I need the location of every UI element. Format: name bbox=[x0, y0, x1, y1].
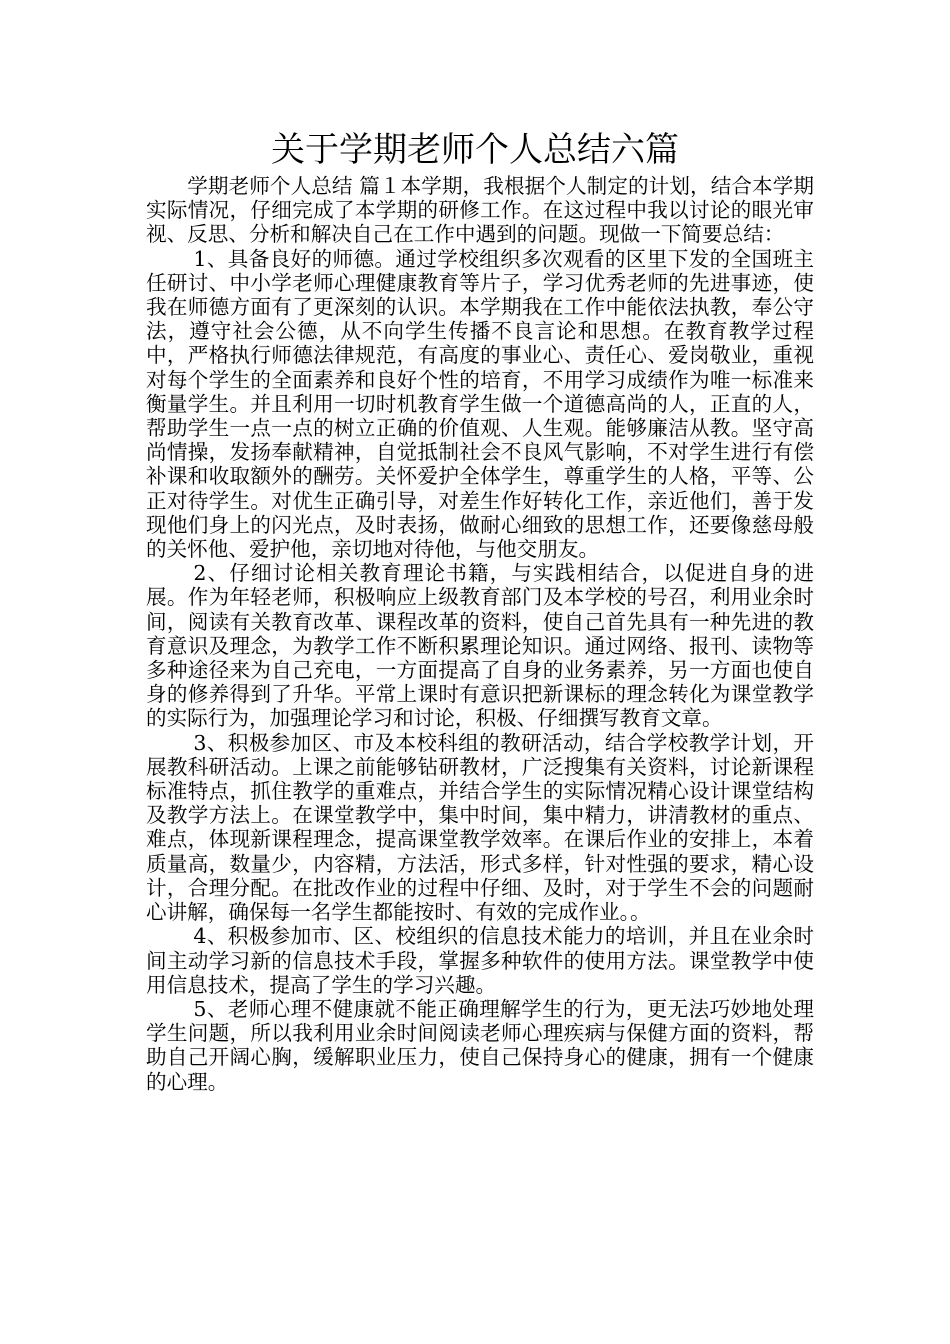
paragraph-1: 1、具备良好的师德。通过学校组织多次观看的区里下发的全国班主任研讨、中小学老师心理健康教育等片子，学习优秀老师的先进事迹，使我在师德方面有了更深刻的认识。本学期我在工作中能依法执教，奉公守法，遵守社会公德，从不向学生传播不良言论和思想。在教育教学过程中，严格执行师德法律规范，有高度的事业心、责任心、爱岗敬业，重视对每个学生的全面素养和良好个性的培育，不用学习成绩作为唯一标准来衡量学生。并且利用一切时机教育学生做一个道德高尚的人，正直的人，帮助学生一点一点的树立正确的价值观、人生观。能够廉洁从教。坚守高尚情操，发扬奉献精神，自觉抵制社会不良风气影响，不对学生进行有偿补课和收取额外的酬劳。关怀爱护全体学生，尊重学生的人格，平等、公正对待学生。对优生正确引导，对差生作好转化工作，亲近他们，善于发现他们身上的闪光点，及时表扬，做耐心细致的思想工作，还要像慈母般的关怀他、爱护他，亲切地对待他，与他交朋友。 bbox=[146, 246, 814, 562]
paragraph-3: 3、积极参加区、市及本校科组的教研活动，结合学校教学计划，开展教科研活动。上课之前能够钻研教材，广泛搜集有关资料，讨论新课程标准特点，抓住教学的重难点，并结合学生的实际情况精心设计课堂结构及教学方法上。在课堂教学中，集中时间，集中精力，讲清教材的重点、难点，体现新课程理念，提高课堂教学效率。在课后作业的安排上，本着质量高，数量少，内容精，方法活，形式多样，针对性强的要求，精心设计，合理分配。在批改作业的过程中仔细、及时，对于学生不会的问题耐心讲解，确保每一名学生都能按时、有效的完成作业。。 bbox=[146, 730, 814, 925]
document-title: 关于学期老师个人总结六篇 bbox=[271, 130, 679, 170]
paragraph-4: 4、积极参加市、区、校组织的信息技术能力的培训，并且在业余时间主动学习新的信息技术手段，掌握多种软件的使用方法。课堂教学中使用信息技术，提高了学生的学习兴趣。 bbox=[146, 924, 814, 997]
paragraph-2: 2、仔细讨论相关教育理论书籍，与实践相结合，以促进自身的进展。作为年轻老师，积极响应上级教育部门及本学校的号召，利用业余时间，阅读有关教育改革、课程改革的资料，使自己首先具有一种先进的教育意识及理念，为教学工作不断积累理论知识。通过网络、报刊、读物等多种途径来为自己充电，一方面提高了自身的业务素养，另一方面也使自身的修养得到了升华。平常上课时有意识把新课标的理念转化为课堂教学的实际行为，加强理论学习和讨论，积极、仔细撰写教育文章。 bbox=[146, 561, 814, 731]
paragraph-intro: 学期老师个人总结 篇１本学期，我根据个人制定的计划，结合本学期实际情况，仔细完成了本学期的研修工作。在这过程中我以讨论的眼光审视、反思、分析和解决自己在工作中遇到的问题。现做一下简要总结： bbox=[146, 174, 814, 247]
paragraph-5: 5、老师心理不健康就不能正确理解学生的行为，更无法巧妙地处理学生问题，所以我利用业余时间阅读老师心理疾病与保健方面的资料，帮助自己开阔心胸，缓解职业压力，使自己保持身心的健康，拥有一个健康的心理。 bbox=[146, 996, 814, 1094]
document-body bbox=[146, 174, 814, 1094]
